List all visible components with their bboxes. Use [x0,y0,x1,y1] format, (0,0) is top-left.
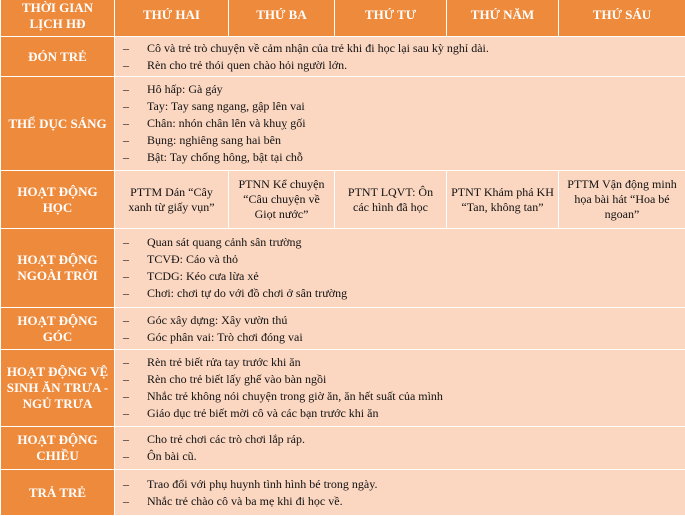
activity-thursday: PTNT Khám phá KH “Tan, không tan” [447,171,559,229]
content-don-tre [115,37,685,77]
list-item: – Cho trẻ chơi các trò chơi lắp ráp. [123,431,685,448]
row-don-tre [1,37,685,77]
list-item: – Bụng: nghiêng sang hai bên [123,132,685,149]
activity-friday: PTTM Vận động minh họa bài hát “Hoa bé ngoan” [559,171,685,229]
row-chieu [1,427,685,470]
row-ngoai-troi [1,229,685,308]
list-item: – Nhắc trẻ không nói chuyện trong giờ ăn, ăn hết suất của mình [123,388,685,405]
label-the-duc-sang: THỂ DỤC SÁNG [1,77,115,171]
label-hoat-dong-hoc: HOẠT ĐỘNG HỌC [1,171,115,229]
label-ve-sinh: HOẠT ĐỘNG VỆ SINH ĂN TRƯA - NGỦ TRƯA [1,350,115,427]
row-ve-sinh [1,350,685,427]
day-header-wednesday: THỨ TƯ [335,0,447,37]
list-item: – Rèn trẻ biết rửa tay trước khi ăn [123,354,685,371]
label-goc: HOẠT ĐỘNG GÓC [1,308,115,350]
content-goc [115,308,685,350]
list-item: – Quan sát quang cảnh sân trường [123,234,685,251]
list-item: – Góc xây dựng: Xây vườn thú [123,312,685,329]
list-item: – Chơi: chơi tự do với đồ chơi ở sân trường [123,285,685,302]
time-header-line2: LỊCH HĐ [1,16,114,32]
content-chieu [115,427,685,470]
day-header-tuesday: THỨ BA [229,0,335,37]
list-item: – Nhắc trẻ chào cô và ba mẹ khi đi học về. [123,493,685,510]
list-item: – Trao đổi với phụ huynh tình hình bé trong ngày. [123,476,685,493]
label-ngoai-troi: HOẠT ĐỘNG NGOÀI TRỜI [1,229,115,308]
list-item: – Rèn cho trẻ thói quen chào hỏi người lớn. [123,57,685,74]
content-ve-sinh [115,350,685,427]
label-chieu: HOẠT ĐỘNG CHIỀU [1,427,115,470]
row-goc [1,308,685,350]
list-item: – Tay: Tay sang ngang, gập lên vai [123,98,685,115]
row-tra-tre [1,470,685,516]
time-header-line1: THỜI GIAN [1,0,114,16]
activity-wednesday: PTNT LQVT: Ôn các hình đã học [335,171,447,229]
list-item: – Ôn bài cũ. [123,448,685,465]
list-item: – Rèn cho trẻ biết lấy ghế vào bàn ngồi [123,371,685,388]
content-ngoai-troi [115,229,685,308]
list-item: – Cô và trẻ trò chuyện về cảm nhận của trẻ khi đi học lại sau kỳ nghỉ dài. [123,40,685,57]
list-item: – TCDG: Kéo cưa lừa xẻ [123,268,685,285]
row-hoat-dong-hoc [1,171,685,229]
time-schedule-header [1,0,115,37]
row-the-duc-sang [1,77,685,171]
list-item: – Chân: nhón chân lên và khuỵ gối [123,115,685,132]
content-tra-tre [115,470,685,516]
list-item: – Hô hấp: Gà gáy [123,81,685,98]
day-header-monday: THỨ HAI [115,0,229,37]
list-item: – Góc phân vai: Trò chơi đóng vai [123,329,685,346]
activity-tuesday: PTNN Kể chuyện “Câu chuyện về Giọt nước” [229,171,335,229]
label-tra-tre: TRẢ TRẺ [1,470,115,516]
list-item: – TCVĐ: Cáo và thỏ [123,251,685,268]
day-header-friday: THỨ SÁU [559,0,685,37]
header-row [1,0,685,37]
content-the-duc-sang [115,77,685,171]
activity-monday: PTTM Dán “Cây xanh từ giấy vụn” [115,171,229,229]
day-header-thursday: THỨ NĂM [447,0,559,37]
list-item: – Bật: Tay chống hông, bật tại chỗ [123,149,685,166]
list-item: – Giáo dục trẻ biết mời cô và các bạn trước khi ăn [123,405,685,422]
label-don-tre: ĐÓN TRẺ [1,37,115,77]
